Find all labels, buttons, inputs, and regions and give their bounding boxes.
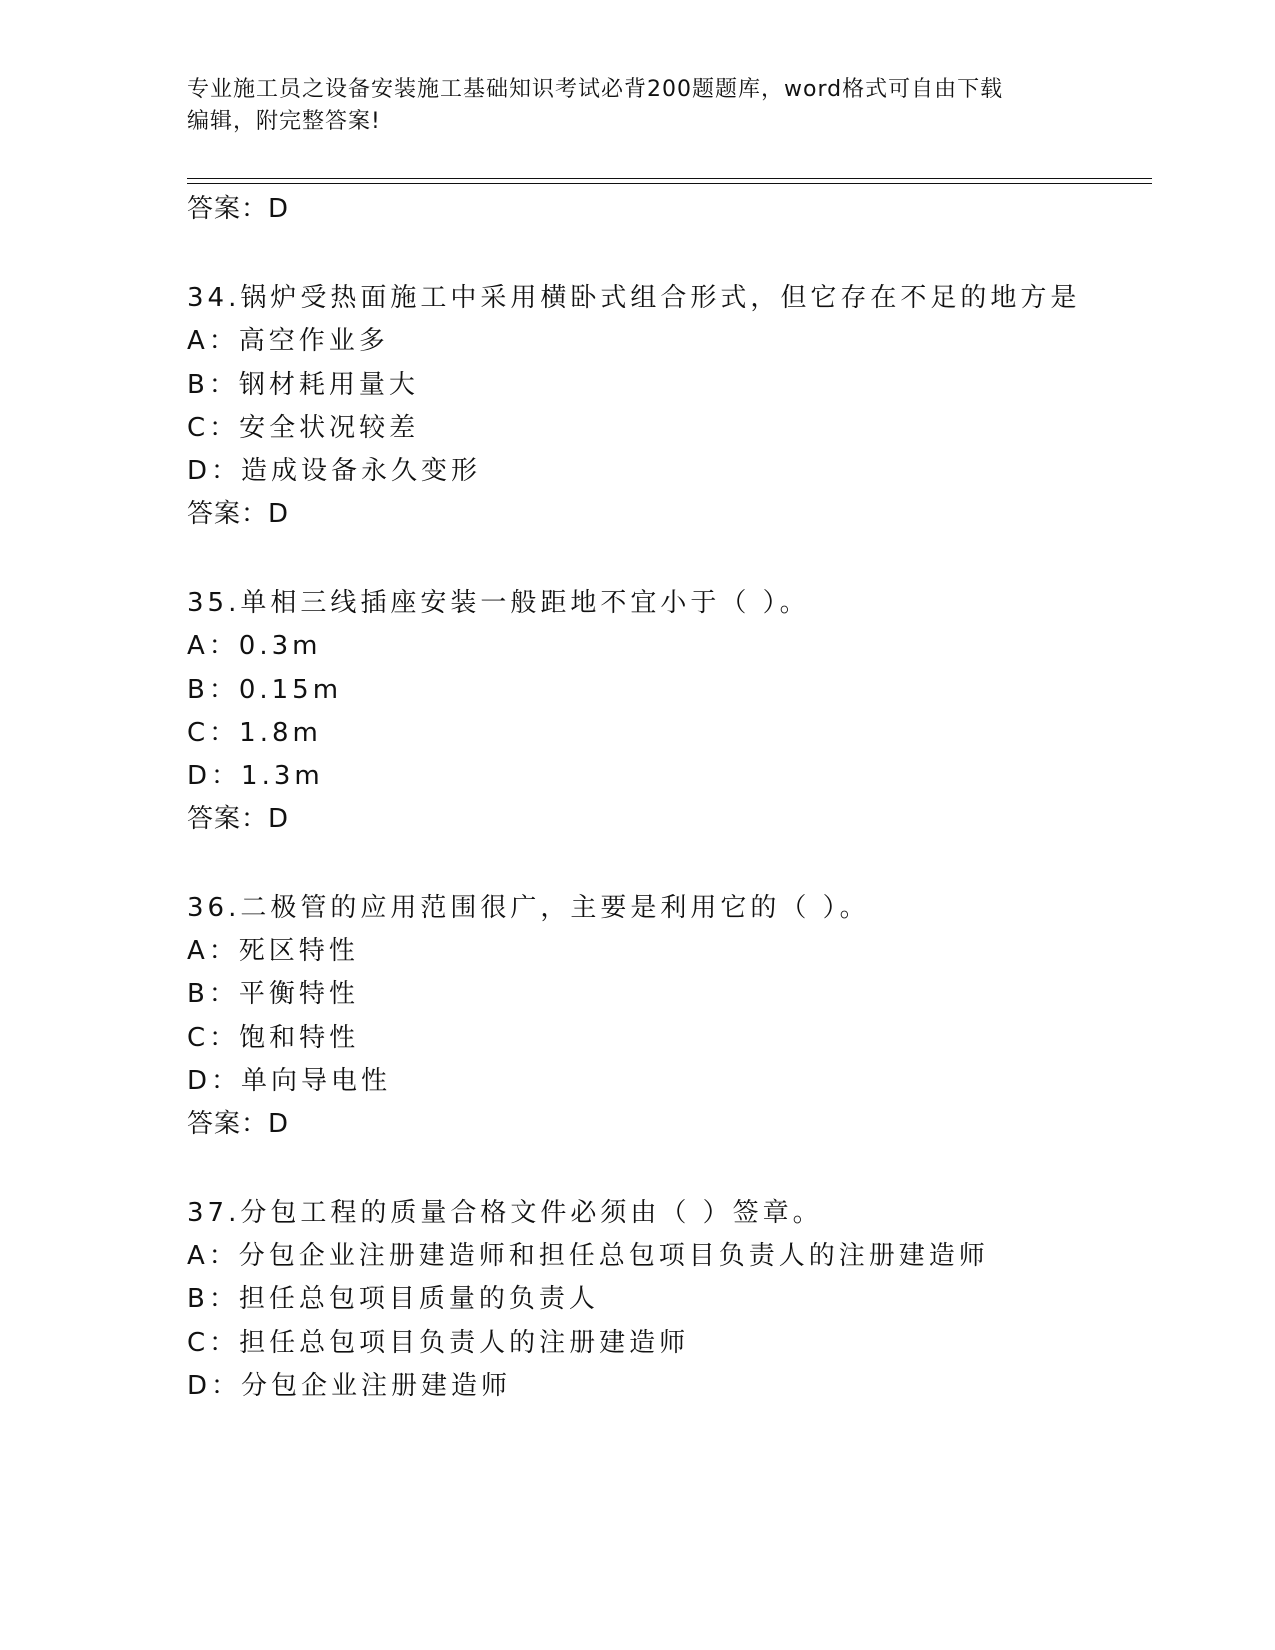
header-divider-top	[187, 178, 1152, 179]
question-36-stem: 36.二极管的应用范围很广，主要是利用它的（ ）。	[187, 893, 870, 923]
question-35-stem: 35.单相三线插座安装一般距地不宜小于（ ）。	[187, 588, 810, 618]
question-37-option-a: A：分包企业注册建造师和担任总包项目负责人的注册建造师	[187, 1241, 989, 1271]
question-34-option-a: A：高空作业多	[187, 326, 389, 356]
question-35-option-c: C：1.8m	[187, 718, 322, 748]
question-35-option-d: D：1.3m	[187, 761, 324, 791]
answer-line: 答案：D	[187, 194, 290, 224]
header-divider-bottom	[187, 183, 1152, 184]
question-36-option-d: D：单向导电性	[187, 1066, 392, 1096]
question-36-option-c: C：饱和特性	[187, 1023, 360, 1053]
question-35-option-a: A：0.3m	[187, 631, 322, 661]
question-35-option-b: B：0.15m	[187, 675, 343, 705]
question-37-option-c: C：担任总包项目负责人的注册建造师	[187, 1328, 690, 1358]
question-36-answer: 答案：D	[187, 1109, 290, 1139]
question-34-option-b: B：钢材耗用量大	[187, 370, 419, 400]
question-37-option-d: D：分包企业注册建造师	[187, 1371, 512, 1401]
question-34-option-c: C：安全状况较差	[187, 413, 420, 443]
question-36-option-b: B：平衡特性	[187, 979, 359, 1009]
question-36-option-a: A：死区特性	[187, 936, 359, 966]
question-35-answer: 答案：D	[187, 804, 290, 834]
question-34-answer: 答案：D	[187, 499, 290, 529]
question-34-stem: 34.锅炉受热面施工中采用横卧式组合形式，但它存在不足的地方是	[187, 283, 1081, 313]
question-37-option-b: B：担任总包项目质量的负责人	[187, 1284, 599, 1314]
question-34-option-d: D：造成设备永久变形	[187, 456, 482, 486]
header-line-1: 专业施工员之设备安装施工基础知识考试必背200题题库，word格式可自由下载	[187, 77, 1004, 102]
question-37-stem: 37.分包工程的质量合格文件必须由（ ）签章。	[187, 1198, 823, 1228]
document-header	[187, 74, 1067, 138]
header-line-2: 编辑，附完整答案!	[187, 109, 381, 134]
